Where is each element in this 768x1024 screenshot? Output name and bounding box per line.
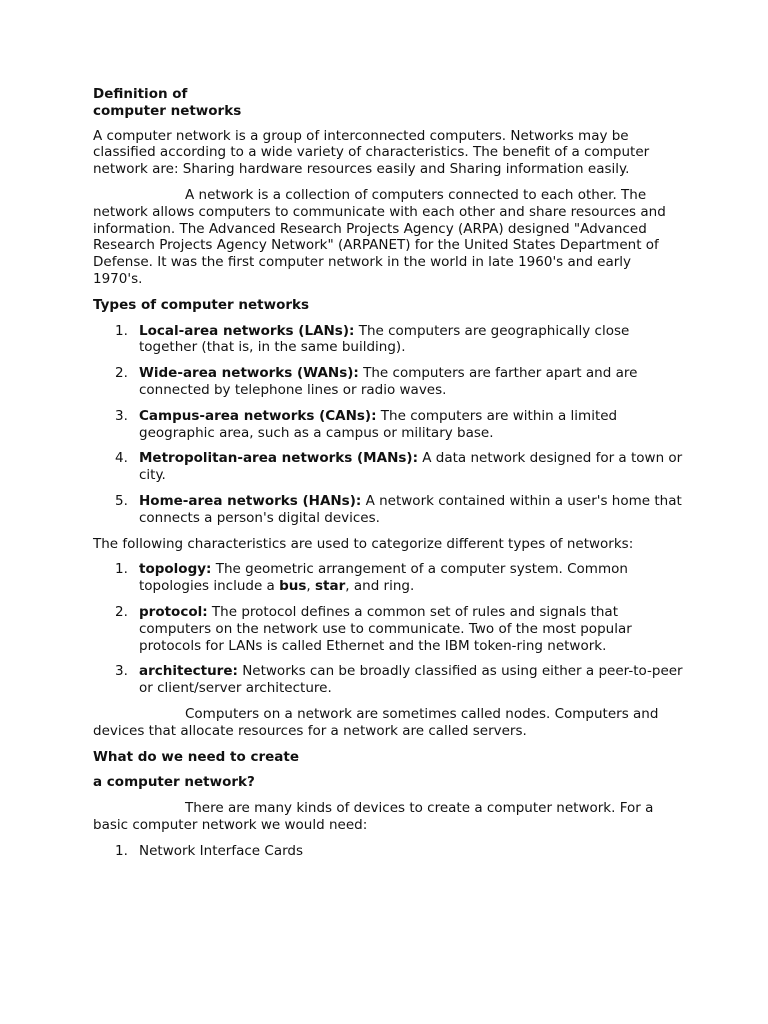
list-term: Home-area networks (HANs):: [139, 492, 362, 509]
characteristics-intro: The following characteristics are used to categorize different types of networks:: [93, 535, 634, 552]
list-description: The geometric arrangement of a computer system. Common topologies include a: [139, 561, 628, 595]
list-description: A network contained within a user's home that connects a person's digital devices.: [139, 492, 682, 526]
list-number: 1.: [115, 322, 128, 339]
list-number: 3.: [115, 663, 128, 680]
list-number: 1.: [115, 561, 128, 578]
list-description: The computers are within a limited geographic area, such as a campus or military base.: [139, 407, 618, 441]
list-description: A data network designed for a town or city.: [139, 450, 683, 484]
devices-paragraph: There are many kinds of devices to create a computer network. For a basic computer network we would need:: [93, 800, 654, 833]
title-line-2: computer networks: [93, 102, 242, 119]
list-description: The protocol defines a common set of rules and signals that computers on the network use to communicate. Two of the most popular protocols for LANs is called Ethernet and the IBM token-ring network.: [139, 603, 632, 654]
list-description: The computers are farther apart and are connected by telephone lines or radio waves.: [139, 365, 638, 398]
list-item: [93, 408, 683, 442]
list-item-architecture: [93, 663, 683, 697]
need-heading-line-1: What do we need to create: [93, 748, 299, 765]
list-term: architecture:: [139, 663, 238, 680]
list-number: 3.: [115, 407, 128, 424]
list-item-protocol: [93, 604, 683, 654]
types-heading: Types of computer networks: [93, 296, 310, 313]
list-term: Metropolitan-area networks (MANs):: [139, 450, 418, 467]
list-term: Wide-area networks (WANs):: [139, 365, 359, 382]
list-term: Local-area networks (LANs):: [139, 322, 355, 339]
title-line-1: Definition of: [93, 86, 188, 102]
list-term: protocol:: [139, 603, 208, 620]
list-item: [93, 493, 683, 527]
list-separator: ,: [306, 578, 316, 595]
nodes-paragraph: Computers on a network are sometimes called nodes. Computers and devices that allocate resources for a network are called servers.: [93, 705, 659, 739]
list-item: [93, 323, 683, 357]
needs-list: [93, 843, 683, 860]
list-item: [93, 365, 683, 399]
list-number: 5.: [115, 492, 128, 509]
list-term: topology:: [139, 561, 212, 578]
list-number: 2.: [115, 365, 128, 382]
list-number: 1.: [115, 842, 128, 859]
term-bus: bus: [279, 578, 307, 595]
list-item: [93, 450, 683, 484]
list-item-topology: [93, 561, 683, 595]
need-heading-line-2: a computer network?: [93, 774, 255, 791]
list-number: 4.: [115, 450, 128, 467]
network-types-list: [93, 323, 683, 527]
list-item: [93, 843, 683, 860]
document-title: [93, 86, 683, 120]
list-description-end: , and ring.: [345, 578, 415, 595]
document-page: [93, 86, 683, 868]
intro-paragraph: A computer network is a group of interconnected computers. Networks may be classified according to a wide variety of characteristics. The benefit of a computer network are: Sharing hardware resources easily and Sharing information easily.: [93, 127, 650, 178]
list-description: The computers are geographically close together (that is, in the same building).: [139, 322, 630, 356]
list-description: Networks can be broadly classified as using either a peer-to-peer or client/server architecture.: [139, 663, 683, 697]
term-star: star: [315, 578, 346, 595]
list-text: Network Interface Cards: [139, 842, 304, 859]
network-paragraph: A network is a collection of computers connected to each other. The network allows computers to communicate with each other and share resources and information. The Advanced Research Projects Agency (ARPA) designed "Advanced Research Projects Agency Network" (ARPANET) for the United States Department of Defense. It was the first computer network in the world in late 1960's and early 1970's.: [93, 186, 666, 287]
characteristics-list: [93, 561, 683, 697]
list-term: Campus-area networks (CANs):: [139, 407, 377, 424]
list-number: 2.: [115, 603, 128, 620]
